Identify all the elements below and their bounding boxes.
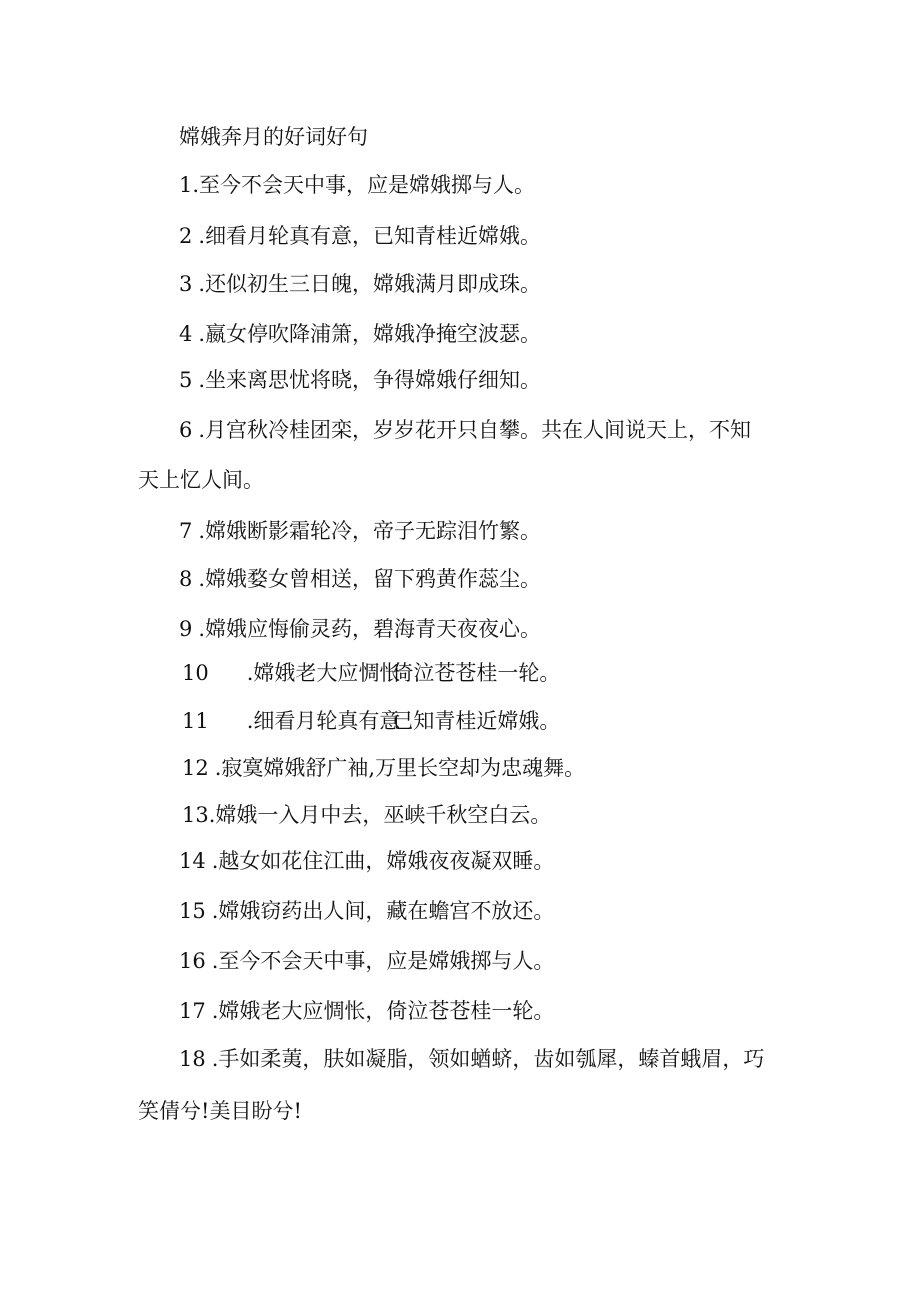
list-item [182, 800, 551, 830]
list-item: 8 .嫦娥婺女曾相送，留下鸦黄作蕊尘。 [179, 564, 541, 594]
item-text: 寂寞嫦娥舒广袖,万里长空却为忠魂舞。 [221, 756, 586, 780]
item-number: 9 [179, 617, 193, 641]
item-text: 细看月轮真有意 [253, 709, 401, 733]
list-item: 11 .细看月轮真有意已知青桂近嫦娥。 [182, 706, 560, 736]
item-number: 6 [179, 418, 193, 442]
list-item: 15 .嫦娥窃药出人间，藏在蟾宫不放还。 [179, 896, 554, 926]
item-number: 7 [179, 519, 193, 543]
item-number: 18 [179, 1047, 206, 1071]
item-text: 越女如花住江曲，嫦娥夜夜凝双睡。 [218, 849, 555, 873]
item-number: 11 [182, 709, 209, 733]
item-number: 5 [179, 368, 193, 392]
item-number: 12 [182, 756, 209, 780]
list-item: 14 .越女如花住江曲，嫦娥夜夜凝双睡。 [179, 846, 554, 876]
item-number: 3 [179, 272, 193, 296]
item-text: 嫦娥婺女曾相送，留下鸦黄作蕊尘。 [205, 567, 542, 591]
item-text: 嬴女停吹降浦箫，嫦娥净掩空波瑟。 [205, 322, 542, 346]
list-item: 7 .嫦娥断影霜轮冷，帝子无踪泪竹繁。 [179, 516, 541, 546]
item-continuation: 笑倩兮!美目盼兮! [138, 1099, 302, 1123]
item-text: 嫦娥老大应惆怅 [253, 661, 401, 685]
item-continuation: 天上忆人间。 [138, 468, 264, 492]
item-text: 嫦娥断影霜轮冷，帝子无踪泪竹繁。 [205, 519, 542, 543]
item-text: 至今不会天中事，应是嫦娥掷与人。 [218, 949, 555, 973]
list-item: 6 .月宫秋冷桂团栾，岁岁花开只自攀。共在人间说天上，不知 [179, 415, 751, 445]
item-number: 10 [182, 661, 209, 685]
list-item [179, 170, 535, 200]
item-text: 手如柔荑，肤如凝脂，领如蝤蛴，齿如瓠犀，螓首蛾眉，巧 [218, 1047, 765, 1071]
item-number: 8 [179, 567, 193, 591]
list-item: 12 .寂寞嫦娥舒广袖,万里长空却为忠魂舞。 [182, 753, 585, 783]
item-number: 1. [179, 173, 200, 197]
item-text: 嫦娥老大应惆怅，倚泣苍苍桂一轮。 [218, 999, 555, 1023]
item-text: 坐来离思忧将晓，争得嫦娥仔细知。 [205, 368, 542, 392]
list-item: 16 .至今不会天中事，应是嫦娥掷与人。 [179, 946, 554, 976]
list-item: 3 .还似初生三日魄，嫦娥满月即成珠。 [179, 269, 541, 299]
list-item: 4 .嬴女停吹降浦箫，嫦娥净掩空波瑟。 [179, 319, 541, 349]
item-text-overlap: 倚泣苍苍桂一轮。 [392, 661, 561, 685]
list-item: 18 .手如柔荑，肤如凝脂，领如蝤蛴，齿如瓠犀，螓首蛾眉，巧 [179, 1044, 764, 1074]
item-text: 月宫秋冷桂团栾，岁岁花开只自攀。共在人间说天上，不知 [205, 418, 752, 442]
list-item: 17 .嫦娥老大应惆怅，倚泣苍苍桂一轮。 [179, 996, 554, 1026]
item-text: 还似初生三日魄，嫦娥满月即成珠。 [205, 272, 542, 296]
list-item: 2 .细看月轮真有意，已知青桂近嫦娥。 [179, 221, 541, 251]
list-item: 10 .嫦娥老大应惆怅倚泣苍苍桂一轮。 [182, 658, 560, 688]
item-text: 嫦娥一入月中去，巫峡千秋空白云。 [215, 803, 552, 827]
document-title: 嫦娥奔月的好词好句 [179, 125, 368, 149]
item-number: 13. [182, 803, 216, 827]
item-text: 至今不会天中事，应是嫦娥掷与人。 [199, 173, 536, 197]
item-text: 嫦娥应悔偷灵药，碧海青天夜夜心。 [205, 617, 542, 641]
item-number: 16 [179, 949, 206, 973]
item-number: 2 [179, 224, 193, 248]
item-text: 细看月轮真有意，已知青桂近嫦娥。 [205, 224, 542, 248]
item-number: 15 [179, 899, 206, 923]
item-text-overlap: 已知青桂近嫦娥。 [392, 709, 561, 733]
list-item: 9 .嫦娥应悔偷灵药，碧海青天夜夜心。 [179, 614, 541, 644]
item-number: 4 [179, 322, 193, 346]
item-number: 14 [179, 849, 206, 873]
list-item: 5 .坐来离思忧将晓，争得嫦娥仔细知。 [179, 365, 541, 395]
item-text: 嫦娥窃药出人间，藏在蟾宫不放还。 [218, 899, 555, 923]
item-number: 17 [179, 999, 206, 1023]
